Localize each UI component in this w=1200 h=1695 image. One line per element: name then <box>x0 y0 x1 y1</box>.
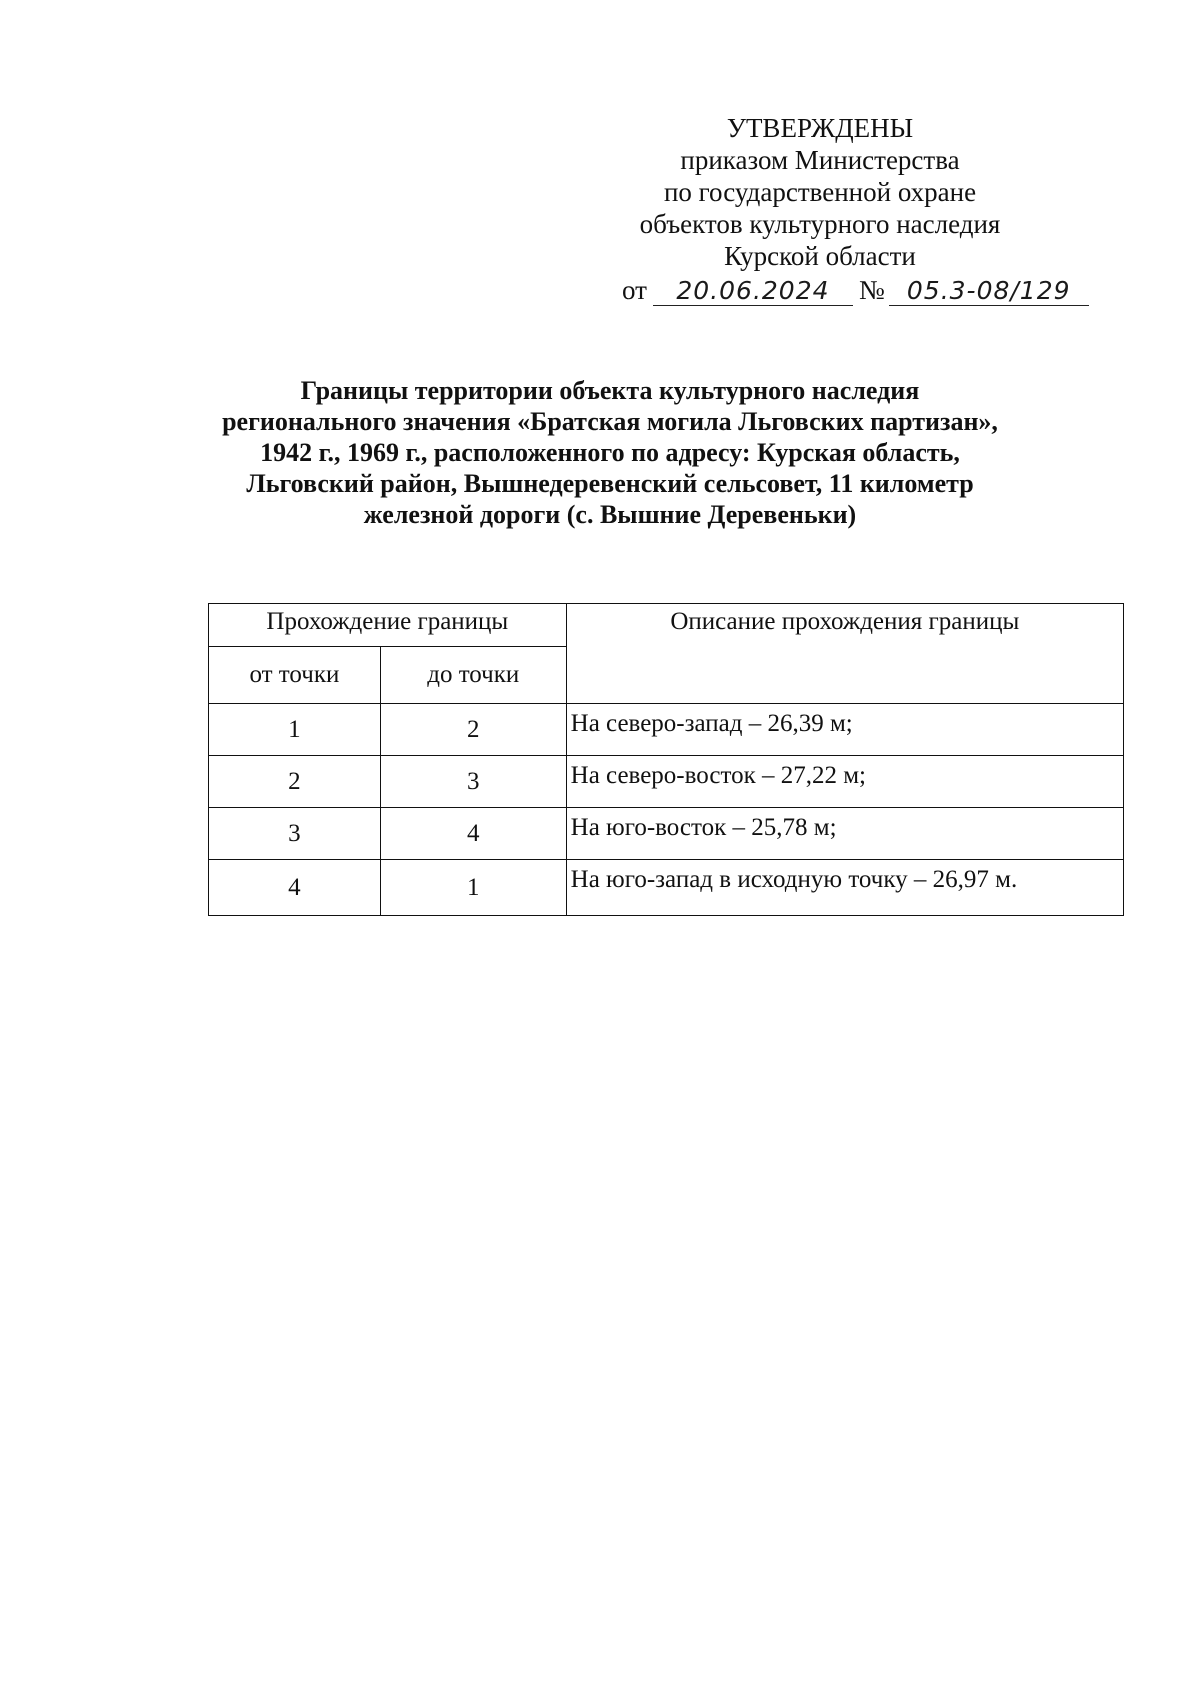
from-point-cell: 3 <box>209 808 381 860</box>
approval-heading: УТВЕРЖДЕНЫ <box>726 113 914 143</box>
document-title <box>180 375 1040 530</box>
to-point-cell: 4 <box>380 808 566 860</box>
order-number: 05.3-08/129 <box>889 277 1089 306</box>
to-point-cell: 3 <box>380 756 566 808</box>
to-point-cell: 2 <box>380 704 566 756</box>
description-cell: На северо-восток – 27,22 м; <box>566 756 1123 808</box>
table-row <box>209 808 1124 860</box>
from-point-cell: 2 <box>209 756 381 808</box>
description-cell: На юго-восток – 25,78 м; <box>566 808 1123 860</box>
order-date: 20.06.2024 <box>653 277 853 306</box>
approval-line: Курской области <box>724 241 916 271</box>
from-point-header: от точки <box>209 647 381 704</box>
title-line: Границы территории объекта культурного наследия <box>300 376 920 405</box>
boundary-table <box>208 603 1124 916</box>
to-point-cell: 1 <box>380 860 566 916</box>
from-point-cell: 1 <box>209 704 381 756</box>
order-reference <box>560 274 1080 306</box>
description-cell: На юго-запад в исходную точку – 26,97 м. <box>566 860 1123 916</box>
description-header: Описание прохождения границы <box>566 604 1123 704</box>
table-header-row <box>209 604 1124 647</box>
approval-line: приказом Министерства <box>680 145 960 175</box>
table-row <box>209 756 1124 808</box>
group-header: Прохождение границы <box>209 604 567 647</box>
table-row <box>209 704 1124 756</box>
to-point-header: до точки <box>380 647 566 704</box>
title-line: регионального значения «Братская могила Льговских партизан», <box>222 407 998 436</box>
title-line: Льговский район, Вышнедеревенский сельсовет, 11 километр <box>246 469 974 498</box>
title-line: 1942 г., 1969 г., расположенного по адресу: Курская область, <box>260 438 960 467</box>
title-line: железной дороги (с. Вышние Деревеньки) <box>363 500 857 529</box>
approval-line: по государственной охране <box>663 177 977 207</box>
approval-line: объектов культурного наследия <box>639 209 1001 239</box>
approval-block <box>560 112 1080 306</box>
description-cell: На северо-запад – 26,39 м; <box>566 704 1123 756</box>
number-label: № <box>858 275 885 305</box>
table-row <box>209 860 1124 916</box>
from-point-cell: 4 <box>209 860 381 916</box>
from-label: от <box>622 275 647 305</box>
